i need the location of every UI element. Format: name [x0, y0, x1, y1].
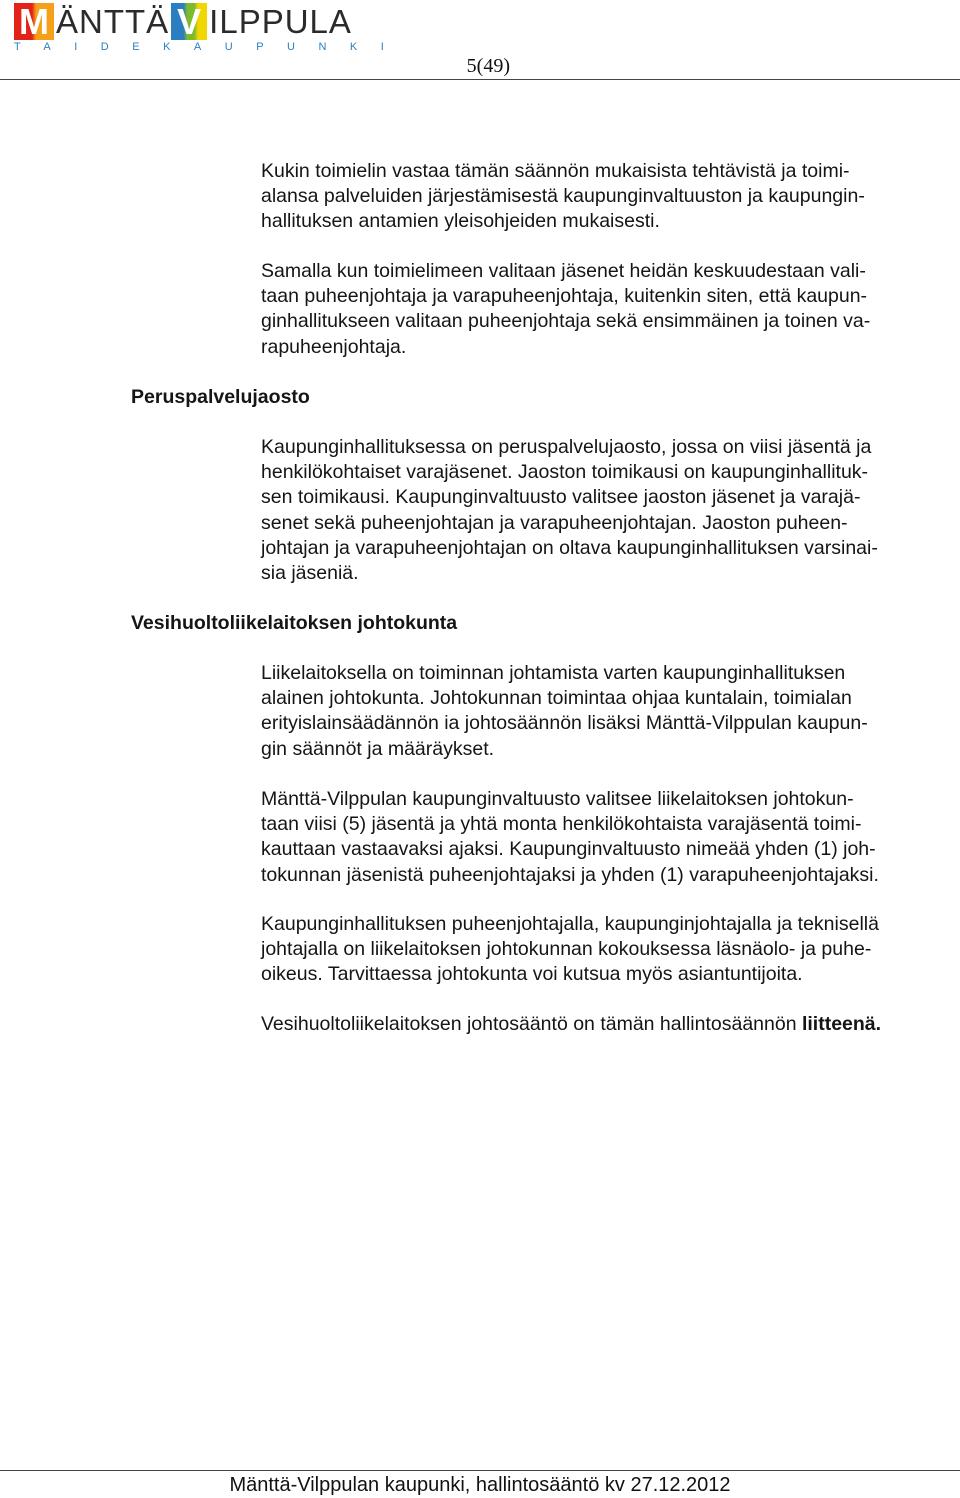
paragraph-5: [261, 787, 960, 888]
logo-text-part-1: ÄNTTÄ: [56, 3, 170, 40]
text-line: Liikelaitoksella on toiminnan johtamista varten kaupunginhallituksen: [261, 662, 846, 684]
page-footer: Mänttä-Vilppulan kaupunki, hallintosääntö kv 27.12.2012: [229, 1474, 731, 1496]
text-line: sia jäseniä.: [261, 562, 359, 585]
text-line: erityislainsäädännön ia johtosäännön lisäksi Mänttä-Vilppulan kaupun-: [261, 712, 868, 735]
text-line: taan viisi (5) jäsentä ja yhtä monta henkilökohtaista varajäsentä toimi-: [261, 813, 862, 836]
text-line: [261, 1012, 960, 1037]
text-line: alansa palveluiden järjestämisestä kaupunginvaltuuston ja kaupungin-: [261, 185, 865, 208]
text-line: gin säännöt ja määräykset.: [261, 737, 495, 760]
text-line: kauttaan vastaavaksi ajaksi. Kaupunginvaltuusto nimeää yhden (1) joh-: [261, 838, 876, 861]
logo-initial-v: V: [171, 3, 207, 40]
text-line: Kukin toimielin vastaa tämän säännön mukaisista tehtävistä ja toimi-: [261, 160, 850, 182]
city-logo: [14, 1, 408, 54]
logo-tagline: TAIDEKAUPUNKI: [14, 41, 408, 53]
section-heading-peruspalvelujaosto: Peruspalvelujaosto: [131, 386, 310, 408]
text-line: oikeus. Tarvittaessa johtokunta voi kutsua myös asiantuntijoita.: [261, 963, 803, 986]
paragraph-4: [261, 661, 960, 762]
text-line: henkilökohtaiset varajäsenet. Jaoston toimikausi on kaupunginhallituk-: [261, 461, 869, 484]
logo-wordmark: [14, 2, 354, 40]
logo-initial-m: M: [14, 3, 54, 40]
text-line: alainen johtokunta. Johtokunnan toimintaa ohjaa kuntalain, toimialan: [261, 687, 852, 710]
appendix-emphasis: liitteenä.: [801, 1013, 882, 1035]
header-divider: [0, 79, 960, 80]
section-heading-vesihuolto: Vesihuoltoliikelaitoksen johtokunta: [131, 612, 458, 634]
text-line: sen toimikausi. Kaupunginvaltuusto valitsee jaoston jäsenet ja varajä-: [261, 486, 861, 509]
text-line: ginhallitukseen valitaan puheenjohtaja sekä ensimmäinen ja toinen va-: [261, 310, 871, 333]
text-line: rapuheenjohtaja.: [261, 335, 407, 358]
appendix-sentence: Vesihuoltoliikelaitoksen johtosääntö on tämän hallintosäännön: [261, 1013, 802, 1035]
text-line: johtajan ja varapuheenjohtajan on oltava kaupunginhallituksen varsinai-: [261, 536, 878, 559]
text-line: Mänttä-Vilppulan kaupunginvaltuusto valitsee liikelaitoksen johtokun-: [261, 788, 854, 810]
text-line: johtajalla on liikelaitoksen johtokunnan kokouksessa läsnäolo- ja puhe-: [261, 938, 872, 961]
paragraph-1: [261, 159, 960, 235]
text-line: Samalla kun toimielimeen valitaan jäsenet heidän keskuudestaan vali-: [261, 260, 866, 282]
text-line: tokunnan jäsenistä puheenjohtajaksi ja yhden (1) varapuheenjohtajaksi.: [261, 863, 879, 886]
text-line: Kaupunginhallituksen puheenjohtajalla, kaupunginjohtajalla ja teknisellä: [261, 913, 879, 935]
text-line: hallituksen antamien yleisohjeiden mukaisesti.: [261, 210, 660, 233]
page-number: 5(49): [466, 55, 510, 77]
paragraph-6: [261, 912, 960, 988]
logo-text-part-2: ILPPULA: [209, 3, 352, 40]
paragraph-2: [261, 259, 960, 360]
text-line: senet sekä puheenjohtajan ja varapuheenjohtajan. Jaoston puheen-: [261, 511, 848, 534]
footer-divider: [0, 1470, 960, 1471]
paragraph-7: [261, 1012, 960, 1037]
text-line: taan puheenjohtaja ja varapuheenjohtaja, kuitenkin siten, että kaupun-: [261, 285, 868, 308]
text-line: Kaupunginhallituksessa on peruspalvelujaosto, jossa on viisi jäsentä ja: [261, 436, 872, 458]
paragraph-3: [261, 435, 960, 586]
